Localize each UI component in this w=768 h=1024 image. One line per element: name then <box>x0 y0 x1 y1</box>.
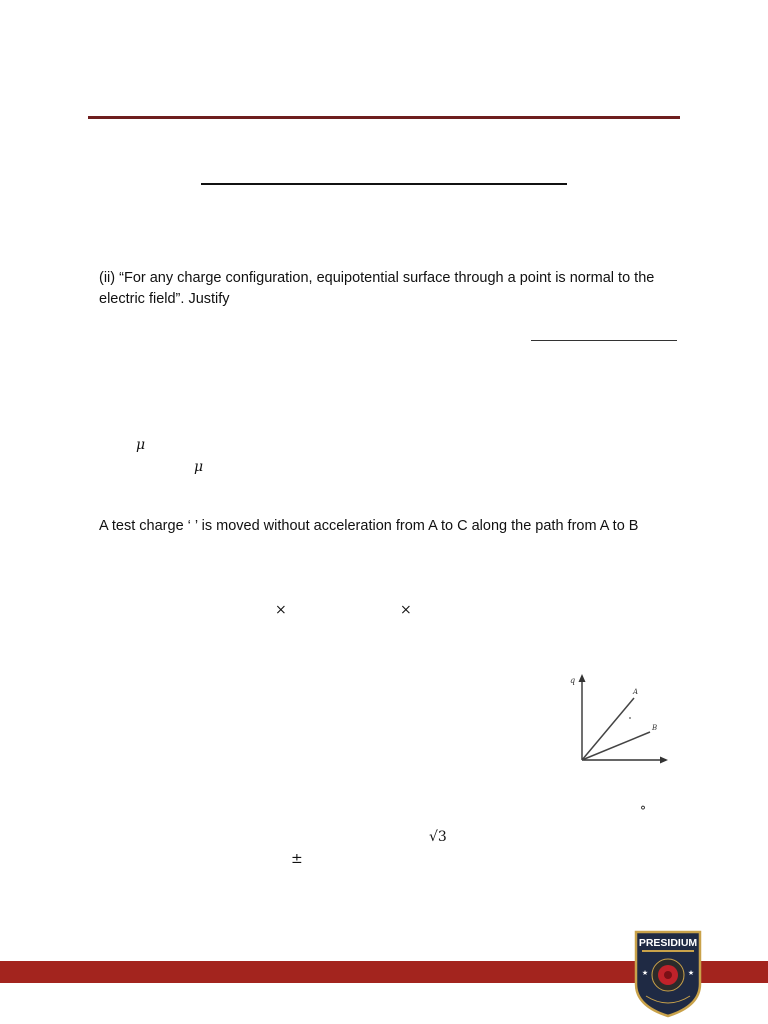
answer-blank-line <box>531 340 677 341</box>
test-charge-statement: A test charge ‘ ’ is moved without acceleration from A to C along the path from A to B <box>99 518 639 534</box>
question-part-ii: (ii) “For any charge configuration, equipotential surface through a point is normal to the electric field”. Justify <box>99 270 655 307</box>
title-underline <box>201 183 567 185</box>
y-axis-label: q <box>570 676 576 685</box>
presidium-logo <box>632 928 704 1018</box>
line-b <box>582 732 650 760</box>
times-symbol: × <box>275 602 287 618</box>
graph-dot <box>629 717 631 719</box>
y-axis-arrow <box>579 674 586 682</box>
header-rule <box>88 116 680 119</box>
line-b-label: B <box>652 724 658 732</box>
degree-symbol: ° <box>640 804 646 818</box>
line-a-label: A <box>633 688 639 696</box>
times-symbol: × <box>400 602 412 618</box>
star-icon: ★ <box>641 970 649 977</box>
plus-minus-symbol: ± <box>291 851 303 867</box>
q-graph-figure <box>566 670 670 770</box>
line-a <box>582 698 634 760</box>
star-icon: ★ <box>687 970 695 977</box>
logo-name: PRESIDIUM <box>638 937 698 949</box>
x-axis-arrow <box>660 757 668 764</box>
mu-symbol: μ <box>136 437 146 453</box>
mu-symbol: μ <box>194 459 204 475</box>
sqrt-three: √3 <box>429 829 447 845</box>
